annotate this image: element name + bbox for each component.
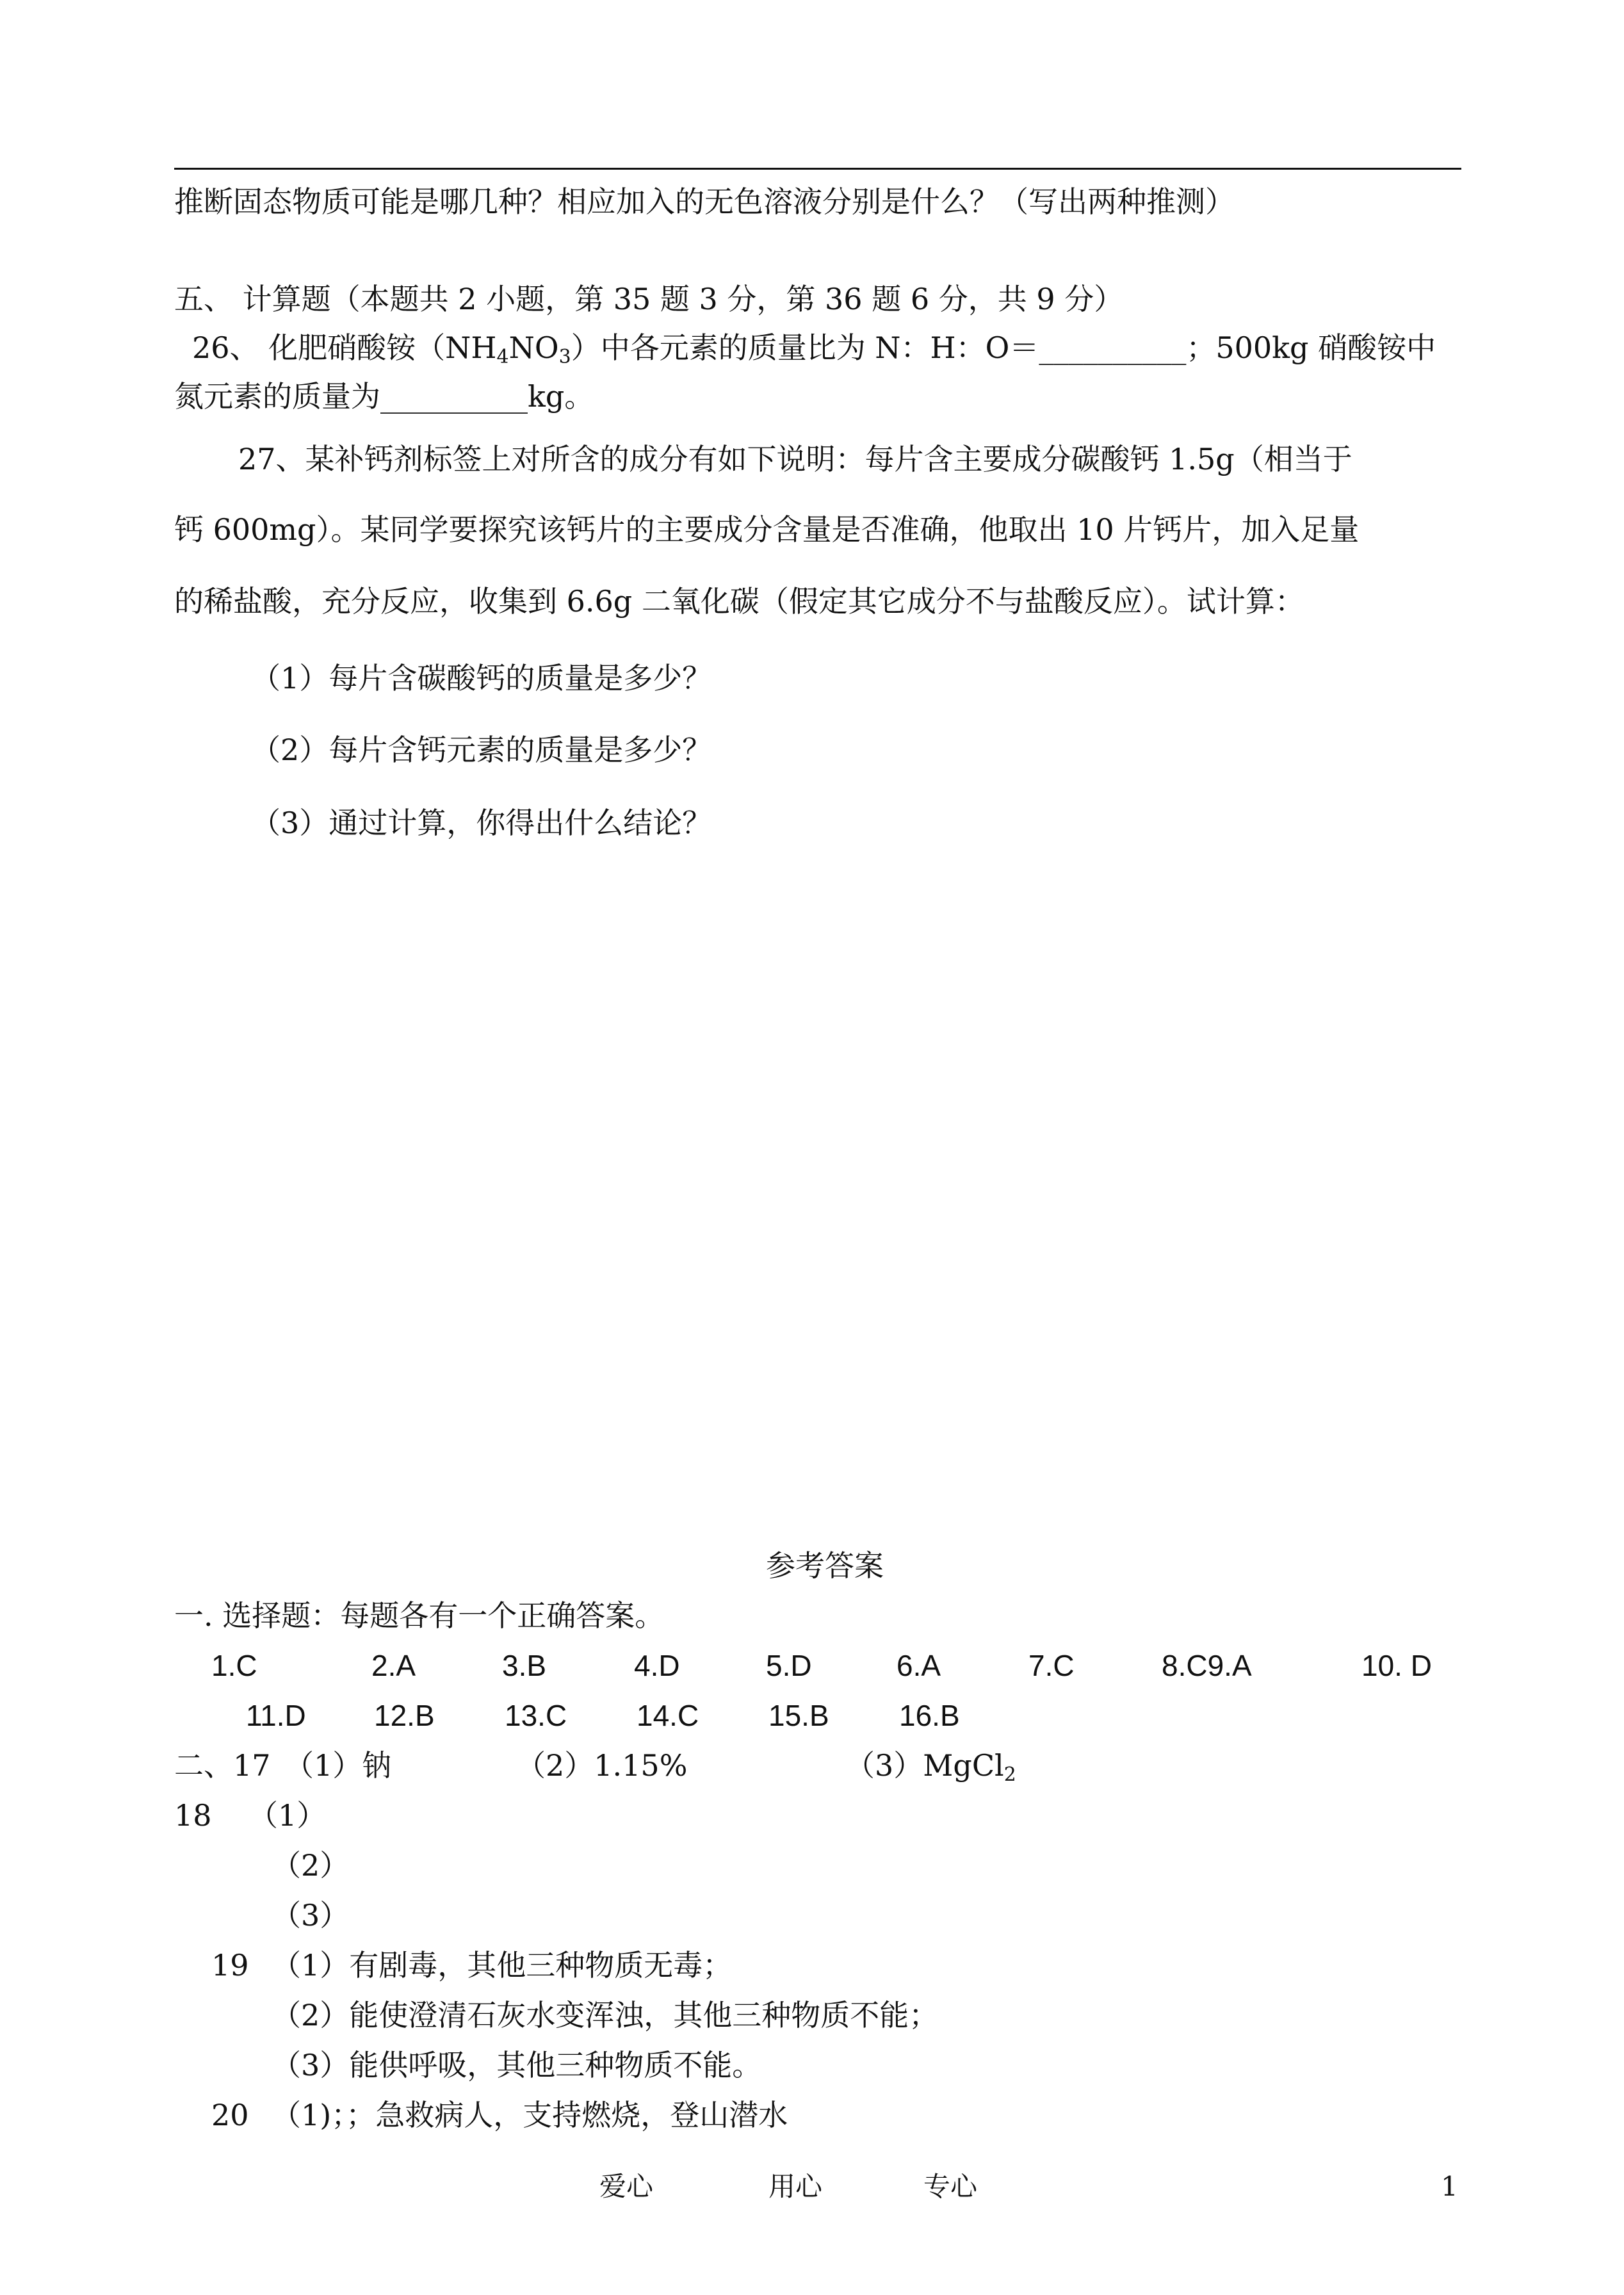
- page-number: 1: [1441, 2171, 1458, 2202]
- q26-suffix: ）中各元素的质量比为 N：H：O＝__________；500kg 硝酸铵中: [571, 330, 1436, 365]
- answer-13: 13.C: [505, 1699, 567, 1732]
- answer-19-item-3: （3）能供呼吸，其他三种物质不能。: [272, 2048, 762, 2082]
- answer-18-label: 18: [174, 1798, 212, 1833]
- answer-19-item-1: （1）有剧毒，其他三种物质无毒；: [272, 1948, 733, 1983]
- question-27-sub-3: （3）通过计算，你得出什么结论？: [251, 806, 712, 840]
- answer-17-part-2: （2）1.15%: [516, 1748, 688, 1783]
- answer-7: 7.C: [1028, 1649, 1075, 1682]
- answer-19-label: 19: [211, 1948, 249, 1983]
- footer-left: 爱心: [599, 2171, 654, 2202]
- answer-20-text: （1)；；急救病人，支持燃烧，登山潜水: [272, 2098, 788, 2132]
- question-27-sub-1: （1）每片含碳酸钙的质量是多少？: [251, 661, 712, 695]
- question-26-line-1: [192, 330, 1436, 368]
- mgcl-subscript: 2: [1003, 1764, 1016, 1786]
- mgcl-text: （3）MgCl: [845, 1748, 1004, 1783]
- q26-sub-1: 4: [496, 346, 509, 368]
- answers-title: 参考答案: [766, 1548, 884, 1583]
- answer-16: 16.B: [899, 1699, 960, 1732]
- header-line-text: 推断固态物质可能是哪几种？相应加入的无色溶液分别是什么？（写出两种推测）: [174, 184, 1235, 219]
- question-27-sub-2: （2）每片含钙元素的质量是多少？: [251, 733, 712, 767]
- q26-prefix: 26、 化肥硝酸铵（NH: [192, 330, 497, 365]
- q26-mid: NO: [508, 330, 559, 365]
- answer-18-item-1: （1）: [248, 1798, 327, 1833]
- question-27-line-1: 27、某补钙剂标签上对所含的成分有如下说明：每片含主要成分碳酸钙 1.5g（相当于: [238, 442, 1352, 476]
- answer-17-part-3: [845, 1748, 1016, 1786]
- answer-18-item-2: （2）: [272, 1848, 350, 1883]
- header-rule: [174, 168, 1461, 170]
- answer-14: 14.C: [637, 1699, 699, 1732]
- answer-2: 2.A: [371, 1649, 416, 1682]
- question-27-line-3: 的稀盐酸，充分反应，收集到 6.6g 二氧化碳（假定其它成分不与盐酸反应）。试计算：: [174, 584, 1304, 619]
- footer-middle: 用心: [768, 2171, 823, 2202]
- answer-12: 12.B: [374, 1699, 435, 1732]
- answer-10: 10. D: [1361, 1649, 1432, 1682]
- answer-19-item-2: （2）能使澄清石灰水变浑浊，其他三种物质不能；: [272, 1998, 939, 2032]
- answer-20-label: 20: [211, 2098, 249, 2132]
- answer-4: 4.D: [634, 1649, 680, 1682]
- answer-5: 5.D: [766, 1649, 812, 1682]
- answer-18-item-3: （3）: [272, 1898, 350, 1933]
- answer-6: 6.A: [897, 1649, 941, 1682]
- q26-sub-2: 3: [558, 346, 571, 368]
- answer-3: 3.B: [502, 1649, 547, 1682]
- answer-17-label: 二、17: [174, 1748, 271, 1783]
- answers-part1-heading: 一. 选择题：每题各有一个正确答案。: [174, 1598, 665, 1633]
- question-27-line-2: 钙 600mg）。某同学要探究该钙片的主要成分含量是否准确，他取出 10 片钙片，加入足量: [174, 512, 1360, 547]
- question-26-line-2: 氮元素的质量为__________kg。: [174, 379, 594, 414]
- answer-17-part-1: （1）钠: [284, 1748, 392, 1783]
- section-heading: 五、 计算题（本题共 2 小题，第 35 题 3 分，第 36 题 6 分，共 9 分）: [174, 282, 1124, 316]
- answer-1: 1.C: [211, 1649, 257, 1682]
- answer-8-9: 8.C9.A: [1162, 1649, 1252, 1682]
- answer-11: 11.D: [246, 1699, 306, 1732]
- answer-15: 15.B: [768, 1699, 829, 1732]
- footer-right: 专心: [923, 2171, 978, 2202]
